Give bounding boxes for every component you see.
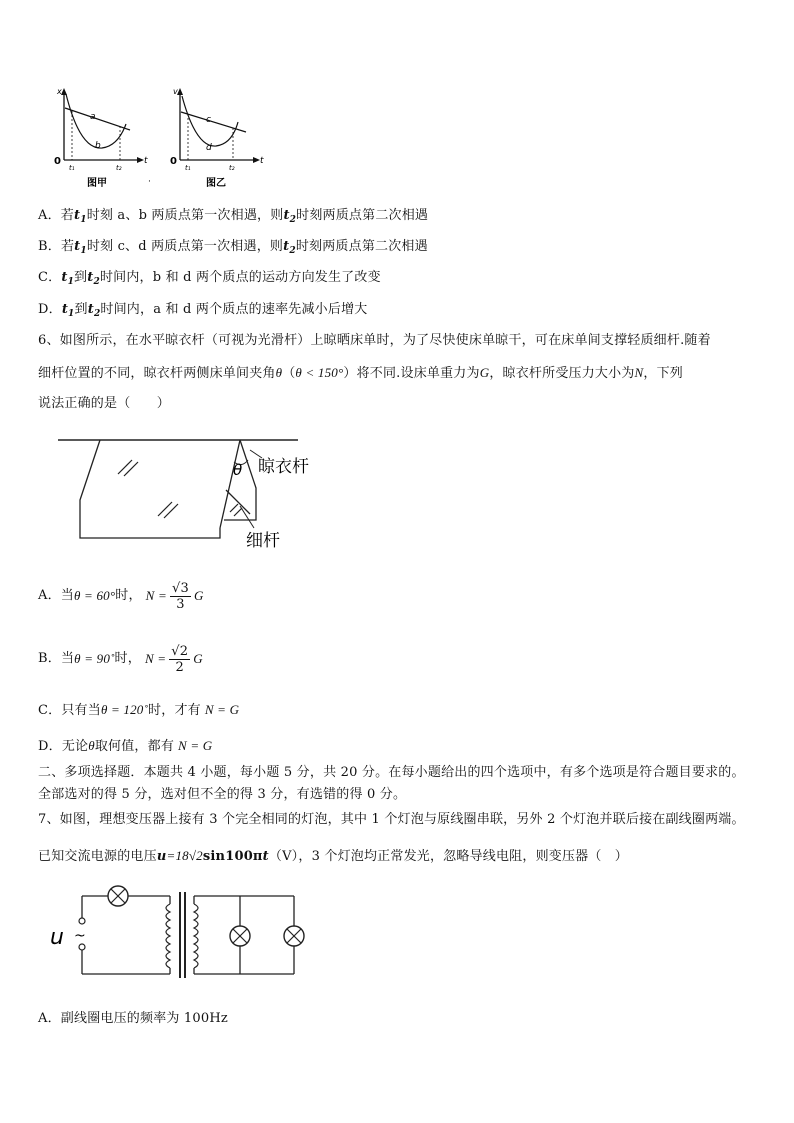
q6-option-b: B．当 θ = 90˚ 时， N = $\frac{√2}{2}$ G [38,643,203,675]
left-t2-label: t₂ [116,164,122,172]
q6-option-d: D．无论θ取何值，都有 N = G [38,738,213,754]
curve-b-label: b [95,141,101,151]
curve-d-label: d [206,143,212,153]
section2-instructions-line1: 二、多项选择题．本题共 4 小题，每小题 5 分，共 20 分。在每小题给出的四个选项中，有多个选项是符合题目要求的。 [38,765,745,780]
q5-option-b: B．若$t_1$时刻 c、d 两质点第一次相遇，则$t_2$时刻两质点第二次相遇 [38,239,428,256]
q6-stem-line1: 6、如图所示，在水平晾衣杆（可视为光滑杆）上晾晒床单时，为了尽快使床单晾干，可在床单间支撑轻质细杆.随着 [38,333,711,348]
left-graph-caption: 图甲 [87,178,107,189]
curve-c-label: c [206,115,211,125]
fraction-sqrt3-over-3: $\frac{√3}{3}$ [171,580,189,612]
primary-lamp [108,886,128,906]
left-y-axis-label: x [57,87,62,96]
angle-theta-label: θ [233,461,243,479]
left-t1-label: t₁ [69,164,75,172]
right-t1-label: t₁ [185,164,191,172]
q5-option-d: D．$t_1$到$t_2$时间内，a 和 d 两个质点的速率先减小后增大 [38,302,368,319]
q7-stem-line1: 7、如图，理想变压器上接有 3 个完全相同的灯泡，其中 1 个灯泡与原线圈串联，另外 2 个灯泡并联后接在副线圈两端。 [38,812,745,827]
q7-stem-line2: 已知交流电源的电压u=18√2sin100πt（V），3 个灯泡均正常发光，忽略导线电阻，则变压器（ ） [38,848,628,864]
source-u-label: u [50,925,64,950]
secondary-lamp-2 [284,926,304,946]
transformer-circuit-figure [44,878,324,988]
section2-instructions-line2: 全部选对的得 5 分，选对但不全的得 3 分，有选错的得 0 分。 [38,787,407,802]
q5-option-c: C．$t_1$到$t_2$时间内，b 和 d 两个质点的运动方向发生了改变 [38,270,381,287]
motion-graphs-figure [40,86,270,190]
q6-option-a: A．当 θ = 60° 时， N = $\frac{√3}{3}$ G [38,580,204,612]
separator-dot: · [148,177,151,187]
q6-stem-line2: 细杆位置的不同，晾衣杆两侧床单间夹角θ（θ < 150°）将不同.设床单重力为G，晾衣杆所受压力大小为N，下列 [38,365,683,381]
q5-option-a: A．若$t_1$时刻 a、b 两质点第一次相遇，则$t_2$时刻两质点第二次相遇 [38,208,429,225]
right-origin-label: 0 [170,156,177,167]
right-t-axis-label: t [260,156,264,166]
drying-rod-label: 晾衣杆 [258,457,309,477]
left-origin-label: 0 [54,156,61,167]
secondary-lamp-1 [230,926,250,946]
right-graph-caption: 图乙 [206,178,226,189]
graph-left [54,87,148,189]
drying-rod-figure [58,428,328,554]
right-y-axis-label: v [173,87,178,96]
fraction-sqrt2-over-2: $\frac{√2}{2}$ [171,643,189,675]
right-t2-label: t₂ [229,164,235,172]
q6-stem-line3: 说法正确的是（ ） [38,396,171,411]
left-t-axis-label: t [144,156,148,166]
q7-option-a: A．副线圈电压的频率为 100Hz [38,1011,228,1026]
ac-tilde-symbol: ~ [74,928,86,944]
q6-option-c: C．只有当θ = 120˚时，才有 N = G [38,702,240,718]
curve-a-label: a [90,112,96,122]
thin-stick-label: 细杆 [246,531,280,551]
graph-right [170,87,264,189]
